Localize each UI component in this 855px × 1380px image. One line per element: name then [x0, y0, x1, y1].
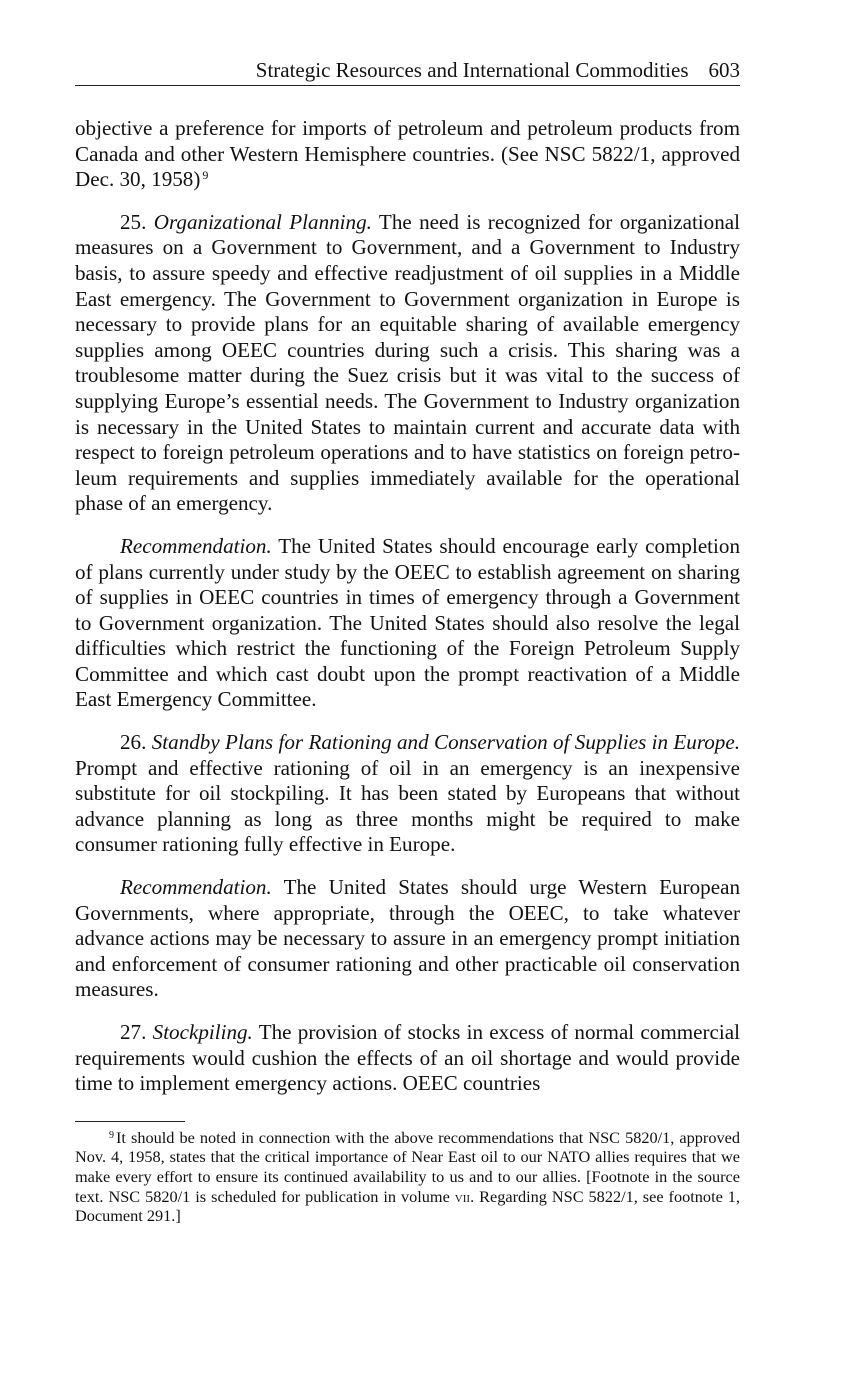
footnote-text-end: . Regarding NSC 5822/1, see footnote 1, Document 291.] — [75, 1186, 740, 1226]
body-text — [75, 116, 740, 1097]
footnote — [75, 1128, 740, 1226]
page-number: 603 — [708, 58, 740, 82]
paragraph-number: 26. — [120, 730, 152, 755]
recommendation-label: Recommendation. — [120, 875, 272, 900]
paragraph-number: 27. — [120, 1020, 153, 1044]
footnote-9 — [75, 1128, 740, 1226]
recommendation-26 — [75, 875, 740, 1003]
paragraph-heading: Stockpiling. — [152, 1020, 253, 1044]
document-page — [75, 56, 740, 1226]
recommendation-label: Recommendation. — [120, 533, 272, 558]
footnote-text: It should be noted in connection with the above recommendations that NSC 5820/1, approved Nov. 4, 1958, states that the critical importance of Near East oil to our NATO allies requires that we make every effort to ensure its continued availability to us and to our allies. [Footnote in the source text. NSC 5820/1 is scheduled for publication in volume — [75, 1127, 740, 1206]
footnote-reference: 9 — [202, 168, 209, 183]
paragraph-heading: Standby Plans for Rationing and Conservation of Supplies in Europe. — [151, 730, 740, 755]
paragraph-26 — [75, 730, 740, 858]
footnote-volume: vii — [454, 1186, 471, 1206]
paragraph-text: The provision of stocks in excess of normal commercial requirements would cushion the effects of an oil shortage and would provide time to implement emergency actions. OEEC countries — [75, 1020, 740, 1096]
footnote-divider — [75, 1121, 185, 1122]
recommendation-text: The United States should encourage early completion of plans currently under study by the OEEC to establish agreement on sharing of supplies in OEEC countries in times of emergency through a Government to Government organization. The United States should also resolve the legal difficulties which restrict the functioning of the Foreign Petroleum Supply Committee and which cast doubt upon the prompt reactivation of a Middle East Emergency Committee. — [75, 533, 740, 712]
footnote-marker: 9 — [109, 1129, 114, 1141]
paragraph-text: Prompt and effective rationing of oil in an emergency is an inexpensive substitute for oil stockpiling. It has been stated by Europeans that without advance planning as long as three months might be required to make consumer rationing fully effective in Europe. — [75, 755, 740, 857]
paragraph-25 — [75, 210, 740, 517]
paragraph-continuation — [75, 116, 740, 193]
recommendation-25 — [75, 534, 740, 713]
paragraph-number: 25. — [120, 209, 154, 234]
running-head — [75, 56, 740, 86]
paragraph-text: The need is recognized for organizational measures on a Government to Government, and a Government to Industry basis, to assure speedy and effective readjustment of oil supplies in a Middle East emergency. The Government to Government organization in Europe is necessary to provide plans for an equitable sharing of available emergency supplies among OEEC countries during such a crisis. This sharing was a troublesome matter during the Suez crisis but it was vital to the success of supplying Europe’s essential needs. The Government to Industry organization is necessary in the United States to maintain current and accurate data with respect to foreign petroleum operations and to have statistics on foreign petroleum requirements and supplies immediately available for the operational phase of an emergency. — [75, 209, 740, 516]
paragraph-heading: Organizational Planning. — [153, 209, 372, 234]
running-head-title: Strategic Resources and International Commodities — [255, 58, 689, 82]
recommendation-text: The United States should urge Western European Governments, where appropriate, through the OEEC, to take whatever advance actions may be necessary to assure in an emergency prompt initiation and enforcement of consumer rationing and other practicable oil conservation measures. — [75, 875, 740, 1002]
paragraph-text: objective a preference for imports of petroleum and petroleum products from Canada and other Western Hemisphere countries. (See NSC 5822/1, approved Dec. 30, 1958) — [75, 116, 740, 192]
paragraph-27 — [75, 1020, 740, 1097]
